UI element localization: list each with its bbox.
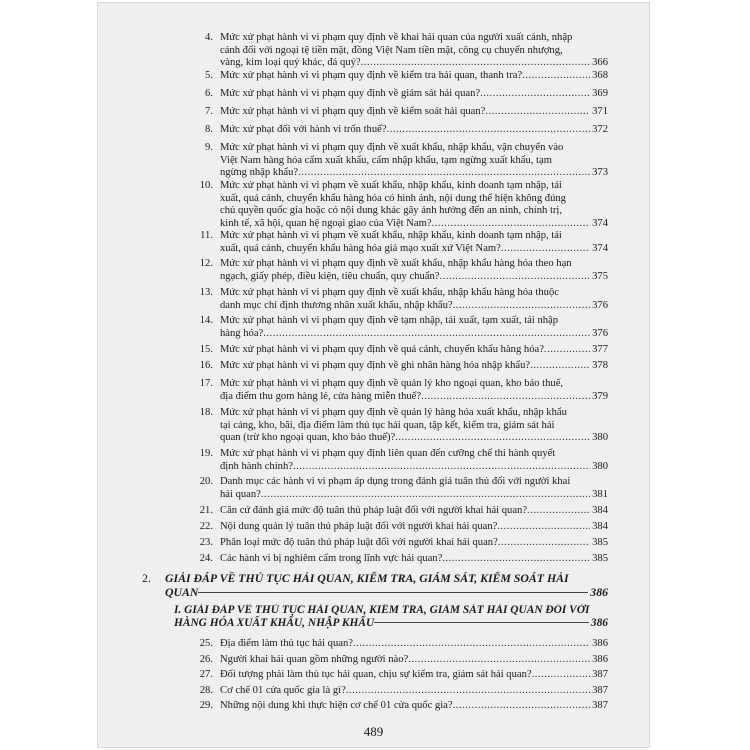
dot-leader [408, 654, 590, 667]
entry-number: 9. [205, 142, 213, 153]
entry-text-line: Mức xử phạt hành vi vi phạm quy định liên quan đến cưỡng chế thi hành quyết [220, 448, 556, 459]
dot-leader [497, 521, 590, 534]
entry-page-number: 375 [592, 270, 608, 282]
dot-leader [353, 638, 590, 651]
entry-text-line: Mức xử phạt hành vi vi phạm quy định về ghi nhãn hàng hóa nhập khẩu? [220, 360, 531, 371]
dot-leader [387, 124, 591, 137]
entry-page-number: 385 [592, 553, 608, 564]
entry-text-line: định hành chính? [220, 460, 293, 472]
entry-page-number: 381 [592, 488, 608, 500]
entry-text-line: Mức xử phạt hành vi vi phạm về xuất khẩu, nhập khẩu, kinh doanh tạm nhập, tái [220, 230, 562, 241]
entry-text-line: Những nội dung khi thực hiện cơ chế 01 cửa quốc gia? [220, 700, 453, 711]
entry-page-number: 366 [592, 57, 608, 69]
entry-text-line: Mức xử phạt hành vi vi phạm quy định về khai hải quan của người xuất cảnh, nhập [220, 32, 573, 43]
entry-text-line: Phân loại mức độ tuân thủ pháp luật đối với người khai hải quan? [220, 537, 498, 548]
entry-text-line: Người khai hải quan gồm những người nào? [220, 654, 409, 665]
entry-text-line: ngạch, giấy phép, điều kiện, tiêu chuẩn, quy chuẩn? [220, 270, 440, 282]
entry-text-line: QUAN [165, 585, 199, 599]
entry-number: 7. [205, 106, 213, 117]
entry-page-number: 369 [592, 88, 608, 99]
entry-page-number: 385 [592, 537, 608, 548]
entry-text-line: Mức xử phạt hành vi vi phạm quy định về quản lý hàng hóa xuất khẩu, nhập khẩu [220, 407, 567, 418]
entry-text-line: địa điểm thu gom hàng lẻ, cửa hàng miễn thuế? [220, 390, 422, 402]
entry-page-number: 384 [592, 521, 608, 532]
dot-leader [298, 167, 590, 180]
dot-leader [261, 489, 590, 502]
entry-page-number: 387 [592, 685, 608, 696]
entry-text-line: Mức xử phạt hành vi vi phạm quy định về tạm nhập, tái xuất, tạm xuất, tái nhập [220, 315, 559, 326]
dot-leader [432, 218, 591, 231]
entry-page-number: 374 [592, 217, 608, 229]
entry-text-line: Cơ chế 01 cửa quốc gia là gì? [220, 685, 346, 696]
entry-text-line: Việt Nam hàng hóa cấm xuất khẩu, cấm nhập khẩu, tạm ngừng xuất khẩu, tạm [220, 154, 552, 166]
entry-page-number: 380 [592, 432, 608, 444]
entry-number: 11. [200, 230, 213, 241]
entry-text-line: Mức xử phạt hành vi vi phạm quy định về kiểm soát hải quan? [220, 106, 486, 117]
entry-page-number: 387 [592, 700, 608, 711]
dot-leader [346, 685, 590, 698]
entry-text-line: hải quan? [220, 488, 261, 500]
entry-number: 6. [205, 88, 213, 99]
dot-leader [544, 344, 590, 357]
entry-text-line: Mức xử phạt hành vi vi phạm quy định về xuất khẩu, nhập khẩu, vận chuyển vào [220, 142, 564, 153]
entry-number: 21. [199, 505, 213, 516]
entry-number: 14. [199, 315, 213, 326]
entry-page-number: 384 [592, 505, 608, 516]
entry-text-line: Nội dung quản lý tuân thủ pháp luật đối với người khai hải quan? [220, 521, 498, 532]
entry-number: 24. [199, 553, 213, 564]
entry-text-line: HÀNG HÓA XUẤT KHẨU, NHẬP KHẨU [174, 617, 375, 630]
entry-text-line: Mức xử phạt đối với hành vi trốn thuế? [220, 124, 387, 135]
entry-number: 17. [199, 378, 213, 389]
entry-number: 4. [205, 32, 213, 43]
entry-text-line: Mức xử phạt hành vi vi phạm quy định về quá cảnh, chuyển khẩu hàng hóa? [220, 344, 544, 355]
entry-number: 28. [199, 685, 213, 696]
entry-text-line: vàng, kim loại quý khác, đá quý? [220, 57, 361, 69]
entry-text-line: chủ quyền quốc gia hoặc có nội dung khác gây ảnh hưởng đến an ninh, chính trị, [220, 205, 563, 217]
dot-leader [439, 271, 590, 284]
entry-page-number: 386 [592, 638, 608, 649]
entry-number: 15. [199, 344, 213, 355]
entry-page-number: 387 [592, 669, 608, 680]
entry-number: 8. [205, 124, 213, 135]
entry-page-number: 368 [592, 70, 608, 81]
dot-leader [453, 700, 591, 713]
entry-number: 5. [205, 70, 213, 81]
entry-text-line: ngừng nhập khẩu? [220, 167, 299, 179]
entry-text-line: Địa điểm làm thủ tục hải quan? [220, 638, 353, 649]
entry-text-line: hàng hóa? [220, 327, 264, 339]
entry-number: 27. [199, 669, 213, 680]
entry-text-line: xuất, quá cảnh, chuyển khẩu hàng hóa có hình ảnh, nội dung thể hiện không đúng [220, 192, 566, 204]
entry-page-number: 378 [592, 360, 608, 371]
entry-number: 16. [199, 360, 213, 371]
dot-leader [530, 360, 590, 373]
entry-text-line: tại cảng, kho, bãi, địa điểm làm thủ tục hải quan, tập kết, kiểm tra, giám sát hải [220, 419, 555, 431]
entry-text-line: Mức xử phạt hành vi vi phạm quy định về quản lý kho ngoại quan, kho bảo thuế, [220, 378, 564, 389]
dot-leader [263, 328, 590, 341]
entry-page-number: 376 [592, 327, 608, 339]
entry-number: 12. [199, 258, 213, 269]
entry-page-number: 386 [590, 617, 608, 630]
dot-leader [198, 585, 588, 599]
book-page [97, 2, 650, 748]
entry-number: 22. [199, 521, 213, 532]
entry-text-line: xuất, quá cảnh, chuyển khẩu hàng hóa giả mạo xuất xứ Việt Nam? [220, 242, 501, 254]
entry-page-number: 379 [592, 390, 608, 402]
entry-number: 19. [199, 448, 213, 459]
dot-leader [480, 88, 590, 101]
entry-number: 26. [199, 654, 213, 665]
dot-leader [532, 669, 591, 682]
entry-number: 18. [199, 407, 213, 418]
dot-leader [527, 505, 590, 518]
entry-page-number: 380 [592, 460, 608, 472]
entry-number: 25. [199, 638, 213, 649]
entry-number: 2. [142, 571, 151, 585]
dot-leader [361, 57, 590, 70]
dot-leader [442, 553, 590, 566]
entry-page-number: 374 [592, 242, 608, 254]
entry-page-number: 371 [592, 106, 608, 117]
dot-leader [522, 70, 590, 83]
entry-page-number: 373 [592, 167, 608, 179]
dot-leader [485, 106, 590, 119]
entry-text-line: Mức xử phạt hành vi vi phạm về xuất khẩu, nhập khẩu, kinh doanh tạm nhập, tái [220, 180, 562, 191]
page-number: 489 [363, 724, 384, 739]
entry-text-line: Mức xử phạt hành vi vi phạm quy định về xuất khẩu, nhập khẩu hàng hóa thuộc [220, 287, 559, 298]
dot-leader [395, 432, 590, 445]
dot-leader [498, 537, 590, 550]
entry-text-line: cảnh đối với ngoại tệ tiền mặt, đồng Việt Nam tiền mặt, công cụ chuyển nhượng, [220, 44, 563, 56]
entry-text-line: Danh mục các hành vi vi phạm áp dụng trong đánh giá tuân thủ đối với người khai [220, 476, 571, 487]
dot-leader [374, 617, 589, 630]
entry-page-number: 377 [592, 344, 608, 355]
entry-text-line: Mức xử phạt hành vi vi phạm quy định về xuất khẩu, nhập khẩu hàng hóa theo hạn [220, 258, 572, 269]
entry-text-line: Đối tượng phải làm thủ tục hải quan, chịu sự kiểm tra, giám sát hải quan? [220, 669, 532, 680]
entry-number: 13. [199, 287, 213, 298]
dot-leader [501, 243, 590, 256]
entry-text-line: kinh tế, xã hội, quan hệ ngoại giao của Việt Nam? [220, 217, 432, 229]
entry-text-line: quan (trừ kho ngoại quan, kho bảo thuế)? [220, 432, 396, 444]
entry-number: 29. [199, 700, 213, 711]
entry-text-line: Mức xử phạt hành vi vi phạm quy định về giám sát hải quan? [220, 88, 481, 99]
entry-text-line: Căn cứ đánh giá mức độ tuân thủ pháp luật đối với người khai hải quan? [220, 505, 528, 516]
dot-leader [453, 300, 591, 313]
entry-text-line: I. GIẢI ĐÁP VỀ THỦ TỤC HẢI QUAN, KIỂM TRA, GIÁM SÁT HẢI QUAN ĐỐI VỚI [174, 604, 590, 616]
entry-text-line: danh mục chỉ định thương nhân xuất khẩu, nhập khẩu? [220, 299, 453, 311]
entry-number: 10. [199, 180, 213, 191]
entry-page-number: 386 [592, 654, 608, 665]
entry-page-number: 386 [590, 585, 608, 599]
dot-leader [293, 461, 590, 474]
entry-page-number: 372 [592, 124, 608, 135]
entry-number: 20. [199, 476, 213, 487]
entry-number: 23. [199, 537, 213, 548]
entry-text-line: Mức xử phạt hành vi vi phạm quy định về kiểm tra hải quan, thanh tra? [220, 70, 523, 81]
entry-page-number: 376 [592, 299, 608, 311]
entry-text-line: GIẢI ĐÁP VỀ THỦ TỤC HẢI QUAN, KIỂM TRA, GIÁM SÁT, KIỂM SOÁT HẢI [165, 571, 569, 585]
entry-text-line: Các hành vi bị nghiêm cấm trong lĩnh vực hải quan? [220, 553, 443, 564]
dot-leader [421, 391, 590, 404]
